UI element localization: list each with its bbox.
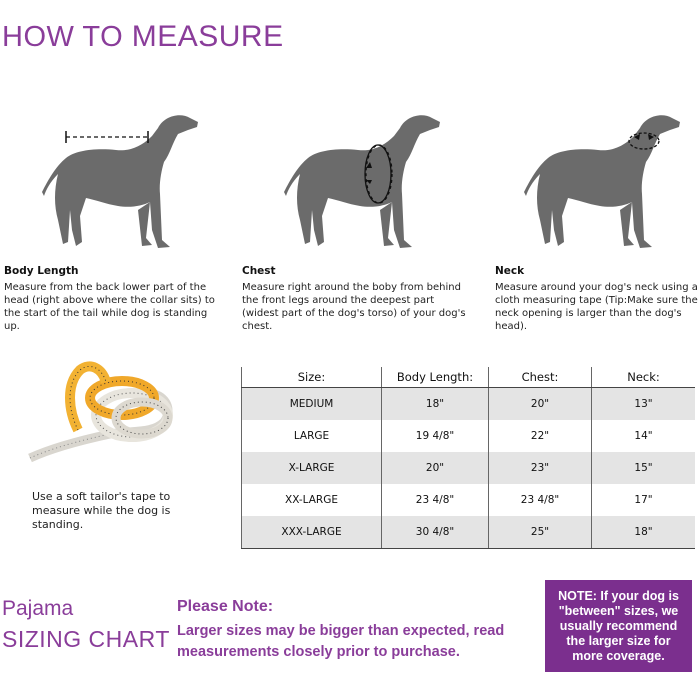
- page-title: [2, 20, 284, 54]
- chest-text: Measure right around the boby from behind the front legs around the deepest part (widest part of the dog's torso) of your dog's chest.: [242, 282, 466, 332]
- dog-body-length-icon: [40, 110, 205, 255]
- title-measure: MEASURE: [131, 20, 284, 53]
- body-length-text: Measure from the back lower part of the head (right above where the collar sits) to the start of the tail while dog is standing up.: [4, 282, 215, 332]
- please-note-text: Larger sizes may be bigger than expected, read measurements closely prior to purchase.: [177, 623, 505, 660]
- dog-chest-icon: [282, 110, 447, 255]
- pajama-sizing-chart-title: [2, 594, 170, 654]
- pajama-label: Pajama: [2, 597, 74, 620]
- header-chest: Chest:: [489, 367, 592, 388]
- cell-neck: 14": [592, 420, 696, 452]
- cell-size: X-LARGE: [242, 452, 382, 484]
- title-how-to: HOW TO: [2, 21, 124, 53]
- cell-body-length: 30 4/8": [382, 516, 489, 549]
- header-size: Size:: [242, 367, 382, 388]
- body-length-heading: Body Length: [4, 265, 79, 277]
- cell-neck: 18": [592, 516, 696, 549]
- neck-heading: Neck: [495, 265, 525, 277]
- table-row: [242, 516, 696, 549]
- cell-size: XXX-LARGE: [242, 516, 382, 549]
- between-sizes-note-box: NOTE: If your dog is "between" sizes, we usually recommend the larger size for more coverage.: [545, 580, 692, 672]
- cell-body-length: 20": [382, 452, 489, 484]
- cell-chest: 25": [489, 516, 592, 549]
- size-table: [241, 367, 695, 549]
- cell-size: XX-LARGE: [242, 484, 382, 516]
- cell-body-length: 19 4/8": [382, 420, 489, 452]
- cell-neck: 15": [592, 452, 696, 484]
- table-header-row: [242, 367, 696, 388]
- cell-chest: 20": [489, 388, 592, 421]
- table-row: [242, 420, 696, 452]
- tape-caption: Use a soft tailor's tape to measure while the dog is standing.: [32, 490, 171, 531]
- cell-chest: 23 4/8": [489, 484, 592, 516]
- measuring-tape-image: [22, 360, 182, 465]
- cell-chest: 22": [489, 420, 592, 452]
- cell-neck: 13": [592, 388, 696, 421]
- cell-size: LARGE: [242, 420, 382, 452]
- cell-body-length: 18": [382, 388, 489, 421]
- neck-text: Measure around your dog's neck using a cloth measuring tape (Tip:Make sure the neck opening is larger than the dog's head).: [495, 282, 698, 332]
- dog-neck-icon: [522, 110, 687, 255]
- header-body-length: Body Length:: [382, 367, 489, 388]
- table-row: [242, 388, 696, 421]
- cell-body-length: 23 4/8": [382, 484, 489, 516]
- please-note-heading: Please Note:: [177, 598, 274, 615]
- cell-neck: 17": [592, 484, 696, 516]
- table-row: [242, 484, 696, 516]
- table-row: [242, 452, 696, 484]
- chest-heading: Chest: [242, 265, 276, 277]
- header-neck: Neck:: [592, 367, 696, 388]
- sizing-chart-label: SIZING CHART: [2, 626, 170, 652]
- cell-size: MEDIUM: [242, 388, 382, 421]
- cell-chest: 23": [489, 452, 592, 484]
